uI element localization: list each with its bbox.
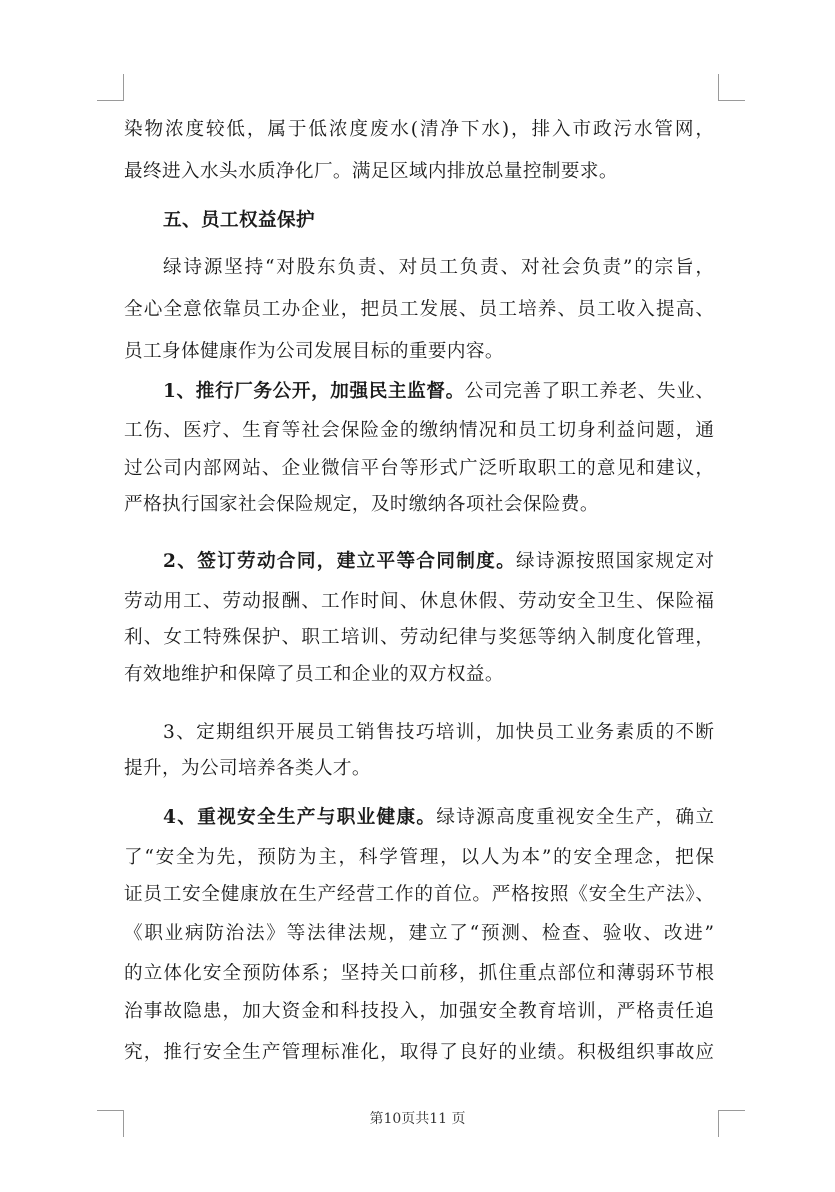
body-line: 严格执行国家社会保险规定，及时缴纳各项社会保险费。 bbox=[124, 494, 599, 515]
body-line: 治事故隐患，加大资金和科技投入，加强安全教育培训，严格责任追 bbox=[124, 1001, 714, 1022]
body-line: 了“安全为先，预防为主，科学管理，以人为本”的安全理念，把保 bbox=[124, 847, 714, 868]
body-line: 究，推行安全生产管理标准化，取得了良好的业绩。积极组织事故应 bbox=[124, 1042, 714, 1063]
crop-mark-top-right bbox=[718, 74, 745, 101]
body-line: 利、女工特殊保护、职工培训、劳动纪律与奖惩等纳入制度化管理， bbox=[124, 627, 714, 648]
body-text: 绿诗源高度重视安全生产，确立 bbox=[436, 807, 714, 828]
body-line: 劳动用工、劳动报酬、工作时间、休息休假、劳动安全卫生、保险福 bbox=[124, 591, 714, 612]
paragraph-line bbox=[163, 805, 714, 831]
page-number: 第10页共11 页 bbox=[369, 1111, 466, 1127]
paragraph-line bbox=[163, 379, 714, 405]
section-heading bbox=[163, 208, 714, 234]
bold-lead: 2、签订劳动合同，建立平等合同制度。 bbox=[163, 551, 517, 572]
body-line: 最终进入水头水质净化厂。满足区域内排放总量控制要求。 bbox=[124, 161, 618, 182]
bold-lead: 4、重视安全生产与职业健康。 bbox=[163, 807, 437, 828]
section-heading-text: 五、员工权益保护 bbox=[163, 210, 315, 231]
crop-mark-top-left bbox=[97, 74, 124, 101]
body-line: 染物浓度较低，属于低浓度废水(清净下水)，排入市政污水管网， bbox=[124, 119, 714, 140]
body-line: 过公司内部网站、企业微信平台等形式广泛听取职工的意见和建议， bbox=[124, 458, 714, 479]
body-line: 提升，为公司培养各类人才。 bbox=[124, 758, 371, 779]
body-line: 的立体化安全预防体系；坚持关口前移，抓住重点部位和薄弱环节根 bbox=[124, 963, 714, 984]
body-line: 绿诗源坚持“对股东负责、对员工负责、对社会负责”的宗旨， bbox=[163, 257, 714, 278]
body-line: 员工身体健康作为公司发展目标的重要内容。 bbox=[124, 341, 504, 362]
bold-lead: 1、推行厂务公开，加强民主监督。 bbox=[163, 381, 465, 402]
body-line: 证员工安全健康放在生产经营工作的首位。严格按照《安全生产法》、 bbox=[124, 884, 714, 905]
body-line: 全心全意依靠员工办企业，把员工发展、员工培养、员工收入提高、 bbox=[124, 299, 714, 320]
body-line: 有效地维护和保障了员工和企业的双方权益。 bbox=[124, 664, 504, 685]
body-text: 公司完善了职工养老、失业、 bbox=[464, 381, 714, 402]
body-line: 《职业病防治法》等法律法规，建立了“预测、检查、验收、改进” bbox=[124, 923, 714, 944]
body-line: 工伤、医疗、生育等社会保险金的缴纳情况和员工切身利益问题，通 bbox=[124, 420, 714, 441]
paragraph-line bbox=[163, 549, 714, 575]
body-line: 3、定期组织开展员工销售技巧培训，加快员工业务素质的不断 bbox=[163, 722, 714, 743]
body-text: 绿诗源按照国家规定对 bbox=[516, 551, 714, 572]
